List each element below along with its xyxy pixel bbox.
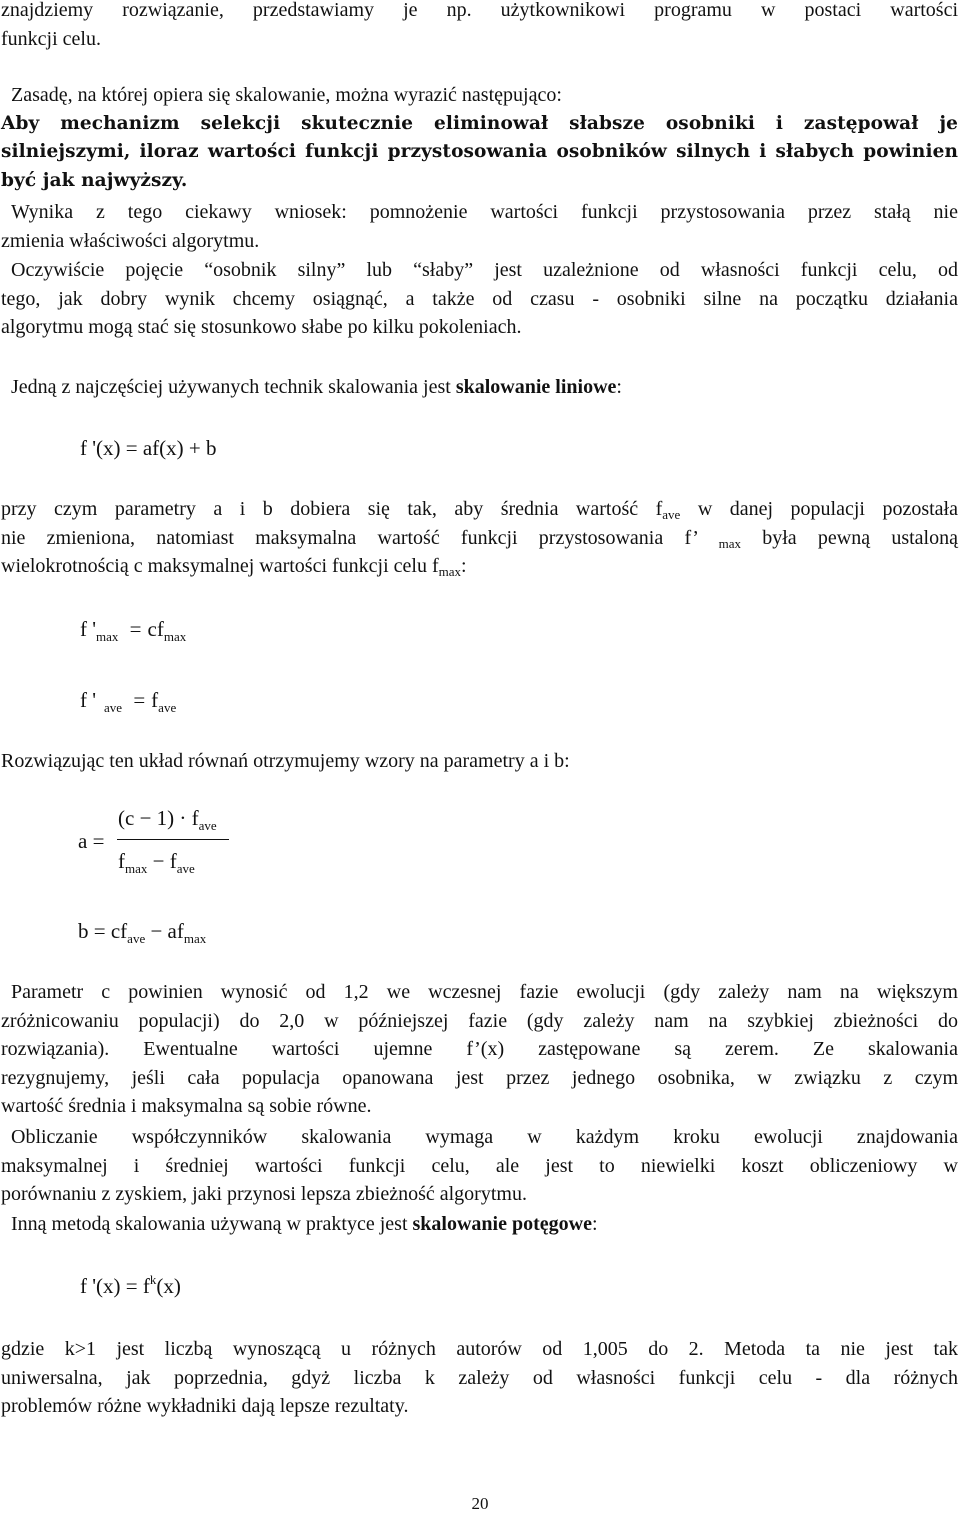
paragraph-computation-cost — [1, 1123, 958, 1209]
text-line: Wynika z tego ciekawy wniosek: pomnożenie wartości funkcji przystosowania przez stałą nie — [11, 201, 958, 223]
text-line: Parametr c powinien wynosić od 1,2 we wczesnej fazie ewolucji (gdy zależy nam na większym — [11, 981, 958, 1003]
paragraph-conclusion — [1, 198, 958, 255]
paragraph-solving — [1, 747, 958, 776]
equation-max: f '$_{max} = cf_{max}$ — [80, 617, 187, 644]
paragraph-parameters — [1, 495, 958, 581]
text-line: rozwiązania). Ewentualne wartości ujemne f’(x) zastępowane są zerem. Ze skalowania — [1, 1038, 958, 1060]
text-line: Oczywiście pojęcie “osobnik silny” lub “słaby” jest uzależnione od własności funkcji celu, od — [11, 259, 958, 281]
text-line: nie zmieniona, natomiast maksymalna wartość funkcji przystosowania f’ $_{max}$ była pewną ustaloną — [1, 526, 958, 551]
text-line: Jedną z najczęściej używanych technik skalowania jest skalowanie liniowe: — [11, 376, 622, 398]
paragraph-parameter-c — [1, 978, 958, 1121]
text-line: zróżnicowaniu populacji) do 2,0 w późniejszej fazie (gdy zależy nam na szybkiej zbieżności do — [1, 1009, 958, 1032]
paragraph-intro — [1, 0, 958, 53]
paragraph-linear-intro — [1, 373, 958, 402]
text-line: Obliczanie współczynników skalowania wymaga w każdym kroku ewolucji znajdowania — [11, 1126, 958, 1148]
paragraph-strong-weak — [1, 256, 958, 342]
text-line: wartość średnia i maksymalna są sobie równe. — [1, 1095, 372, 1117]
bold-term: skalowanie potęgowe — [412, 1213, 592, 1235]
paragraph-power-notes — [1, 1335, 958, 1421]
equation-ave: f ' $_{ave} = f_{ave}$ — [80, 688, 177, 715]
bold-line: być jak najwyższy. — [1, 169, 188, 191]
text-line: maksymalnej i średniej wartości funkcji celu, ale jest to niewielki koszt obliczeniowy w — [1, 1154, 958, 1177]
text-line: Inną metodą skalowania używaną w praktyce jest skalowanie potęgowe: — [11, 1213, 598, 1235]
text-line: gdzie k>1 jest liczbą wynoszącą u różnych autorów od 1,005 do 2. Metoda ta nie jest tak — [1, 1338, 958, 1360]
bold-line: silniejszymi, iloraz wartości funkcji przystosowania osobników silnych i słabych powinien — [1, 141, 958, 162]
bold-term: skalowanie liniowe — [455, 376, 617, 398]
text-line: uniwersalna, jak poprzednia, gdyż liczba k zależy od własności funkcji celu - dla różnych — [1, 1366, 958, 1389]
fraction-bar — [117, 839, 229, 840]
text-line: zmienia właściwości algorytmu. — [1, 229, 260, 252]
paragraph-power-intro — [1, 1210, 958, 1239]
text-line: tego, jak dobry wynik chcemy osiągnąć, a także od czasu - osobniki silne na początku działania — [1, 287, 958, 310]
equation-a-lhs: a = — [78, 829, 105, 853]
page-number: 20 — [471, 1494, 489, 1513]
text-line: znajdziemy rozwiązanie, przedstawiamy je np. użytkownikowi programu w postaci wartości — [1, 0, 958, 21]
text-line: rezygnujemy, jeśli cała populacja opanowana jest przez jednego osobnika, w związku z czym — [1, 1066, 958, 1089]
text-line: Rozwiązując ten układ równań otrzymujemy wzory na parametry a i b: — [1, 750, 570, 772]
paragraph-principle — [1, 81, 958, 195]
equation-b: $b = cf_{ave} - af_{max}$ — [78, 919, 207, 946]
text-line: problemów różne wykładniki dają lepsze rezultaty. — [1, 1395, 409, 1417]
equation-a-denominator: $f_{max} - f_{ave}$ — [118, 849, 195, 876]
text-line: funkcji celu. — [1, 27, 101, 50]
equation-power-scaling: f '$(x) = f^k(x)$ — [80, 1272, 181, 1298]
text-line: porównaniu z zyskiem, jaki przynosi lepsza zbieżność algorytmu. — [1, 1183, 527, 1205]
equation-linear-scaling: f '(x) = af(x) + b — [80, 436, 217, 460]
equation-a-numerator: $(c - 1) \cdot f_{ave}$ — [118, 806, 217, 833]
text-line: algorytmu mogą stać się stosunkowo słabe po kilku pokoleniach. — [1, 316, 522, 338]
text-line: Zasadę, na której opiera się skalowanie, można wyrazić następująco: — [11, 84, 562, 106]
text-line: wielokrotnością c maksymalnej wartości funkcji celu $f_{max}$: — [1, 555, 467, 579]
bold-line: Aby mechanizm selekcji skutecznie eliminował słabsze osobniki i zastępował je — [1, 112, 958, 134]
text-line: przy czym parametry a i b dobiera się tak, aby średnia wartość $f_{ave}$ w danej populacji pozostała — [1, 498, 958, 522]
